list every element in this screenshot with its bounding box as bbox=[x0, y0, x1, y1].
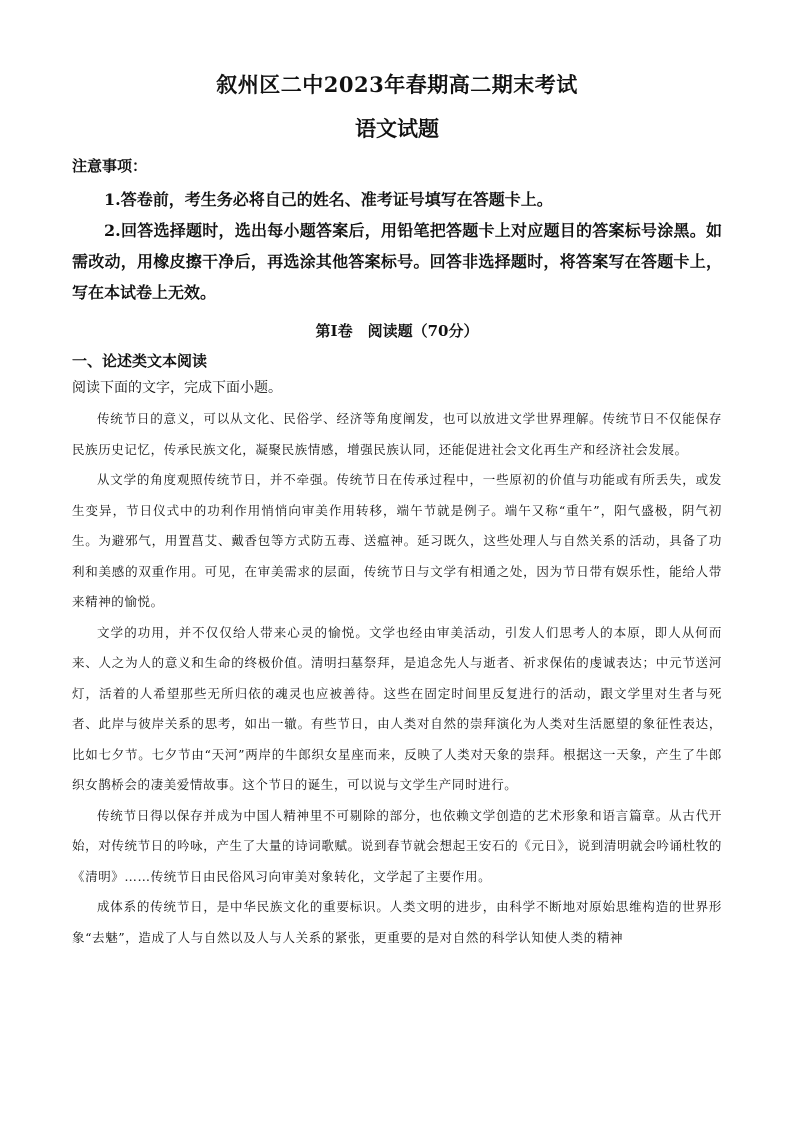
exam-title: 叙州区二中2023年春期高二期末考试 bbox=[216, 72, 578, 97]
part-heading: 一、论述类文本阅读 bbox=[72, 352, 208, 370]
exam-page bbox=[72, 70, 722, 953]
passage-paragraph-2: 从文学的角度观照传统节日，并不牵强。传统节日在传承过程中，一些原初的价值与功能或有所丢失，或发生变异，节日仪式中的功利作用悄悄向审美作用转移，端午节就是例子。端午又称“重午”，阳气盛极，阴气初生。为避邪气，用置菖艾、戴香包等方式防五毒、送瘟神。延习既久，这些处理人与自然关系的活动，具备了功利和美感的双重作用。可见，在审美需求的层面，传统节日与文学有相通之处，因为节日带有娱乐性，能给人带来精神的愉悦。 bbox=[72, 472, 722, 609]
passage-paragraph-5: 成体系的传统节日，是中华民族文化的重要标识。人类文明的进步，由科学不断地对原始思维构造的世界形象“去魅”，造成了人与自然以及人与人关系的紧张，更重要的是对自然的科学认知使人类的精神 bbox=[72, 899, 722, 945]
reading-passage bbox=[72, 404, 722, 953]
notice-heading: 注意事项： bbox=[72, 157, 148, 175]
passage-paragraph-3: 文学的功用，并不仅仅给人带来心灵的愉悦。文学也经由审美活动，引发人们思考人的本原，即人从何而来、人之为人的意义和生命的终极价值。清明扫墓祭拜，是追念先人与逝者、祈求保佑的虔诚表达；中元节送河灯，活着的人希望那些无所归依的魂灵也应被善待。这些在固定时间里反复进行的活动，跟文学里对生者与死者、此岸与彼岸关系的思考，如出一辙。有些节日，由人类对自然的崇拜演化为人类对生活愿望的象征性表达，比如七夕节。七夕节由“天河”两岸的牛郎织女星座而来，反映了人类对天象的崇拜。根据这一天象，产生了牛郎织女鹊桥会的凄美爱情故事。这个节日的诞生，可以说与文学生产同时进行。 bbox=[72, 624, 722, 792]
passage-paragraph-4: 传统节日得以保存并成为中国人精神里不可剔除的部分，也依赖文学创造的艺术形象和语言篇章。从古代开始，对传统节日的吟咏，产生了大量的诗词歌赋。说到春节就会想起王安石的《元日》，说到清明就会吟诵杜牧的《清明》……传统节日由民俗风习向审美对象转化，文学起了主要作用。 bbox=[72, 807, 722, 884]
passage-paragraph-1: 传统节日的意义，可以从文化、民俗学、经济等角度阐发，也可以放进文学世界理解。传统节日不仅能保存民族历史记忆，传承民族文化，凝聚民族情感，增强民族认同，还能促进社会文化再生产和经济社会发展。 bbox=[72, 411, 722, 457]
notice-item-2: 2.回答选择题时，选出每小题答案后，用铅笔把答题卡上对应题目的答案标号涂黑。如需改动，用橡皮擦干净后，再选涂其他答案标号。回答非选择题时，将答案写在答题卡上，写在本试卷上无效。 bbox=[72, 221, 722, 302]
exam-subtitle: 语文试题 bbox=[355, 116, 439, 141]
section-title: 第Ⅰ卷 阅读题（70分） bbox=[315, 322, 479, 340]
reading-instruction: 阅读下面的文字，完成下面小题。 bbox=[72, 380, 282, 396]
notice-item-1: 1.答卷前，考生务必将自己的姓名、准考证号填写在答题卡上。 bbox=[104, 190, 553, 209]
